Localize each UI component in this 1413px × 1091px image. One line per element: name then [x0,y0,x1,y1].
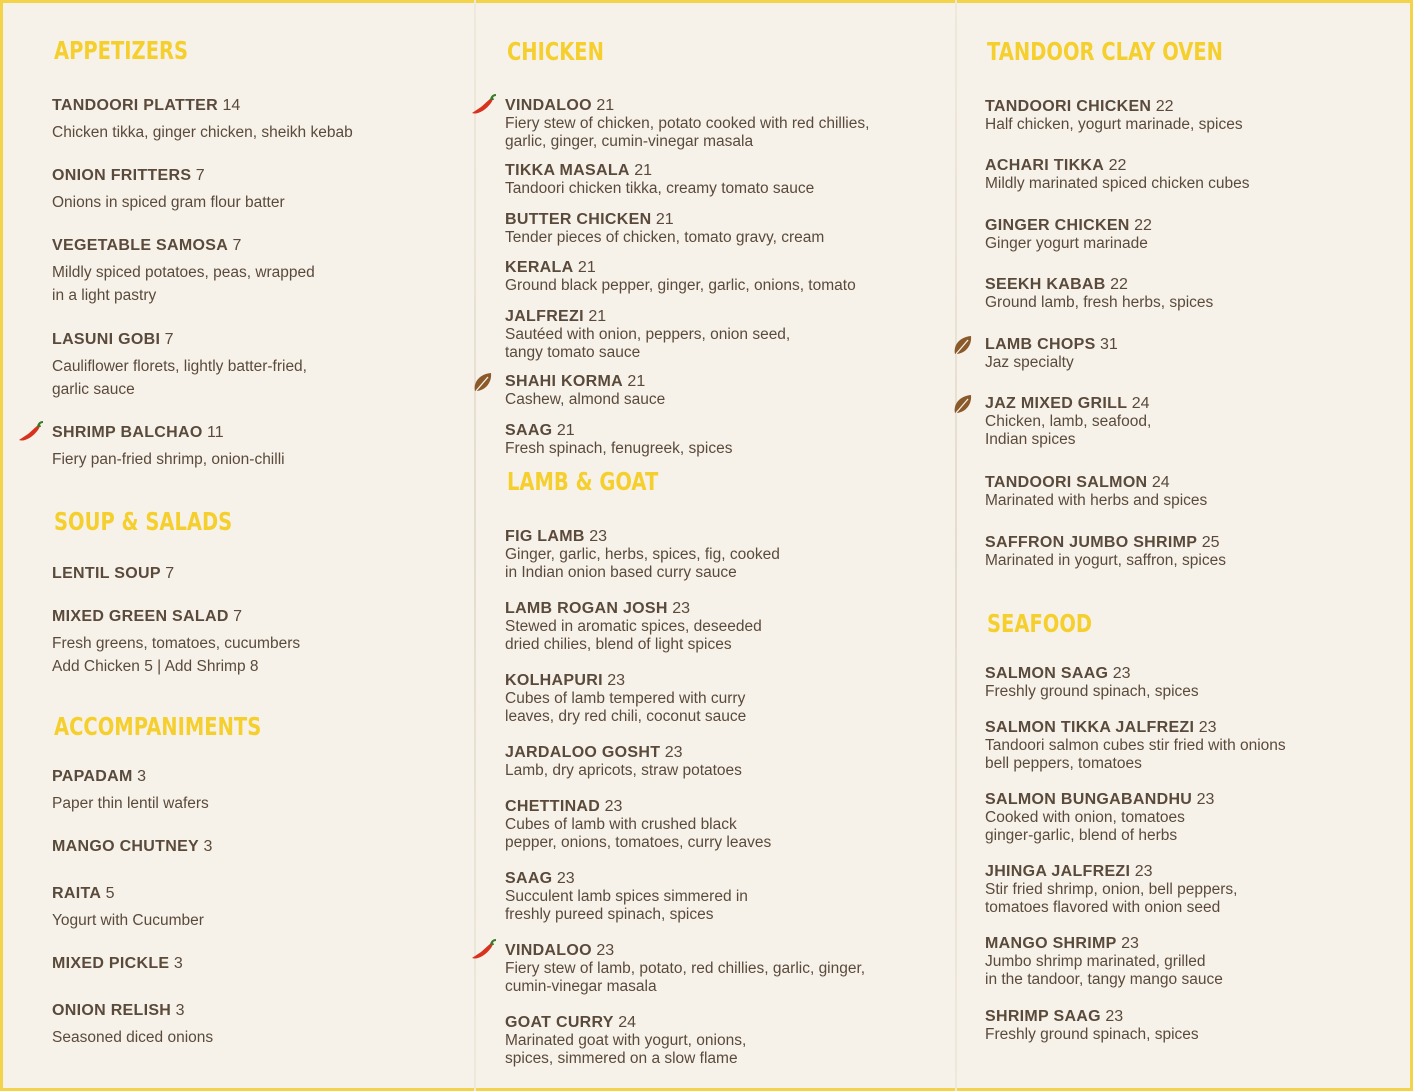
item-description: Mildly spiced potatoes, peas, wrapped [52,264,315,281]
item-description: Lamb, dry apricots, straw potatoes [505,762,742,779]
item-description: Half chicken, yogurt marinade, spices [985,116,1243,133]
item-price: 23 [1121,935,1139,952]
item-price: 22 [1110,276,1128,293]
section-heading: ACCOMPANIMENTS [54,712,262,741]
item-name: MIXED GREEN SALAD [52,608,229,625]
item-name: VEGETABLE SAMOSA [52,237,229,254]
item-name-line [985,719,1286,737]
menu-item [505,422,732,458]
item-description: cumin-vinegar masala [505,978,657,995]
item-price: 7 [232,237,242,254]
item-description: Stir fried shrimp, onion, bell peppers, [985,881,1238,898]
item-description: Tandoori salmon cubes stir fried with onions [985,737,1286,754]
item-price: 3 [175,1002,185,1019]
item-price: 23 [1196,791,1215,808]
item-name: SAAG [505,422,553,439]
menu-item [985,157,1249,193]
item-name: FIG LAMB [505,528,585,545]
item-description: Chicken, lamb, seafood, [985,413,1152,430]
item-name: LAMB ROGAN JOSH [505,600,668,617]
item-price: 23 [604,798,623,815]
item-name-line [52,424,285,442]
menu-item [505,942,865,996]
menu-item [985,474,1207,510]
section-heading: SOUP & SALADS [54,507,233,536]
section-heading: LAMB & GOAT [507,467,659,496]
menu-item [52,331,307,401]
item-name-line [985,336,1118,354]
item-price: 21 [655,211,674,228]
item-price: 14 [222,97,241,114]
menu-item [505,744,742,780]
item-description: Ground lamb, fresh herbs, spices [985,294,1214,311]
fold-line [955,0,957,1091]
menu-item [505,1014,746,1068]
menu-item [505,162,814,198]
item-description: Fresh spinach, fenugreek, spices [505,440,733,457]
item-description: Marinated goat with yogurt, onions, [505,1032,747,1049]
menu-item [505,308,790,362]
menu-item [52,768,209,815]
item-name-line [505,672,746,690]
item-name: PAPADAM [52,768,133,785]
item-price: 23 [596,942,615,959]
item-description: Paper thin lentil wafers [52,795,209,812]
item-name-line [505,942,865,960]
item-name: JAZ MIXED GRILL [985,395,1128,412]
item-price: 22 [1134,217,1152,234]
item-description: Tandoori chicken tikka, creamy tomato sauce [505,180,815,197]
item-description: tomatoes flavored with onion seed [985,899,1221,916]
item-name: VINDALOO [505,97,592,114]
leaf-icon [949,332,979,358]
item-name-line [985,534,1226,552]
item-name-line [985,395,1151,413]
menu-item [52,1002,213,1049]
item-price: 3 [173,955,183,972]
item-name: SAFFRON JUMBO SHRIMP [985,534,1198,551]
item-description: Ginger yogurt marinade [985,235,1148,252]
item-name-line [505,798,771,816]
item-description: bell peppers, tomatoes [985,755,1142,772]
item-price: 7 [164,331,174,348]
item-description: Stewed in aromatic spices, deseeded [505,618,762,635]
chili-pepper-icon [469,938,499,964]
item-description: Ginger, garlic, herbs, spices, fig, cooked [505,546,780,563]
item-name-line [52,565,174,583]
item-name: SHAHI KORMA [505,373,623,390]
item-price: 21 [588,308,607,325]
item-name-line [505,1014,746,1032]
item-name-line [505,308,790,326]
menu-item [505,373,665,409]
item-description: Cashew, almond sauce [505,391,666,408]
item-description: Marinated with herbs and spices [985,492,1208,509]
item-price: 23 [1105,1008,1124,1025]
item-price: 11 [207,424,224,441]
menu-item [52,565,174,583]
item-price: 23 [664,744,683,761]
item-name: ONION FRITTERS [52,167,192,184]
item-description: pepper, onions, tomatoes, curry leaves [505,834,772,851]
item-price: 3 [137,768,146,785]
item-description: Onions in spiced gram flour batter [52,194,285,211]
item-name: ONION RELISH [52,1002,172,1019]
item-description: spices, simmered on a slow flame [505,1050,738,1067]
item-name-line [52,1002,213,1020]
item-name: SHRIMP BALCHAO [52,424,203,441]
item-price: 21 [577,259,596,276]
item-name-line [52,955,183,973]
menu-item [52,97,353,144]
menu-item [505,211,824,247]
item-description: freshly pureed spinach, spices [505,906,714,923]
item-name: SALMON SAAG [985,665,1109,682]
item-name: KERALA [505,259,574,276]
item-price: 24 [1151,474,1170,491]
item-name: RAITA [52,885,102,902]
item-name-line [52,97,353,115]
item-price: 21 [634,162,653,179]
item-description: dried chilies, blend of light spices [505,636,732,653]
item-description: in a light pastry [52,287,157,304]
item-description: tangy tomato sauce [505,344,641,361]
item-name: JHINGA JALFREZI [985,863,1131,880]
item-price: 23 [1198,719,1217,736]
section-heading: SEAFOOD [987,609,1093,638]
item-name-line [52,768,209,786]
fold-line [474,0,476,1091]
item-name-line [985,863,1237,881]
item-price: 23 [672,600,690,617]
item-name: JALFREZI [505,308,584,325]
menu-item [985,534,1226,570]
section-heading: APPETIZERS [54,36,189,65]
item-description: in Indian onion based curry sauce [505,564,737,581]
item-name-line [52,885,204,903]
menu-item [505,97,869,151]
item-description: Freshly ground spinach, spices [985,1026,1199,1043]
item-name: LAMB CHOPS [985,336,1096,353]
menu-item [52,838,212,856]
item-description: Fiery stew of chicken, potato cooked with red chillies, [505,115,870,132]
chili-pepper-icon [16,420,46,446]
item-name: TANDOORI PLATTER [52,97,218,114]
menu-item [985,935,1223,989]
item-name: TANDOORI SALMON [985,474,1148,491]
item-name: MANGO CHUTNEY [52,838,200,855]
menu-item [985,791,1214,845]
item-name-line [985,276,1213,294]
item-price: 25 [1201,534,1220,551]
item-name: CHETTINAD [505,798,601,815]
item-name-line [505,162,814,180]
item-price: 23 [589,528,607,545]
item-name: LENTIL SOUP [52,565,161,582]
item-description: Fiery stew of lamb, potato, red chillies, garlic, ginger, [505,960,866,977]
item-description: Sautéed with onion, peppers, onion seed, [505,326,791,343]
item-name: SAAG [505,870,553,887]
item-name: ACHARI TIKKA [985,157,1105,174]
menu-item [505,672,746,726]
item-name-line [52,331,307,349]
menu-item [985,336,1118,372]
item-price: 31 [1100,336,1118,353]
menu-item [505,870,748,924]
item-price: 3 [203,838,213,855]
item-name: BUTTER CHICKEN [505,211,652,228]
item-description: Fiery pan-fried shrimp, onion-chilli [52,451,285,468]
item-name-line [52,608,300,626]
item-name-line [985,1008,1199,1026]
item-description: Freshly ground spinach, spices [985,683,1199,700]
item-description: leaves, dry red chili, coconut sauce [505,708,747,725]
item-description: garlic sauce [52,381,135,398]
item-name-line [985,665,1199,683]
item-name: SHRIMP SAAG [985,1008,1101,1025]
item-price: 23 [607,672,626,689]
item-description: in the tandoor, tangy mango sauce [985,971,1223,988]
item-name-line [985,98,1243,116]
item-description: Cooked with onion, tomatoes [985,809,1185,826]
item-name-line [505,373,665,391]
item-price: 23 [1112,665,1131,682]
item-name-line [985,791,1214,809]
item-name-line [505,744,742,762]
menu-item [52,237,315,307]
item-description: Jumbo shrimp marinated, grilled [985,953,1206,970]
item-description: Seasoned diced onions [52,1029,214,1046]
item-name-line [52,237,315,255]
item-name: GINGER CHICKEN [985,217,1130,234]
item-price: 5 [105,885,115,902]
item-name: TANDOORI CHICKEN [985,98,1152,115]
menu-item [985,1008,1199,1044]
menu-item [985,98,1243,134]
item-name: VINDALOO [505,942,592,959]
menu-item [985,719,1286,773]
item-name: LASUNI GOBI [52,331,161,348]
item-description: Cubes of lamb tempered with curry [505,690,746,707]
item-price: 23 [556,870,575,887]
item-price: 7 [195,167,205,184]
menu-item [52,955,183,973]
menu-item [52,167,285,214]
item-price: 7 [233,608,243,625]
item-name-line [985,157,1249,175]
item-name: SALMON BUNGABANDHU [985,791,1193,808]
item-description: Marinated in yogurt, saffron, spices [985,552,1226,569]
item-name-line [52,838,212,856]
item-price: 21 [556,422,575,439]
menu-item [505,600,762,654]
menu-item [985,665,1199,701]
item-name-line [505,259,856,277]
item-description: Cubes of lamb with crushed black [505,816,737,833]
item-name: MANGO SHRIMP [985,935,1117,952]
menu-item [52,885,204,932]
item-price: 23 [1134,863,1153,880]
item-description: Succulent lamb spices simmered in [505,888,748,905]
menu-item [985,395,1151,449]
item-name-line [505,97,869,115]
item-name-line [985,474,1207,492]
chili-pepper-icon [469,93,499,119]
menu-item [985,276,1213,312]
menu-item [505,259,856,295]
item-description: Fresh greens, tomatoes, cucumbers [52,635,301,652]
item-name: SEEKH KABAB [985,276,1106,293]
menu-item [505,528,780,582]
leaf-icon [949,391,979,417]
item-description: ginger-garlic, blend of herbs [985,827,1178,844]
item-name-line [505,528,780,546]
item-description: Chicken tikka, ginger chicken, sheikh kebab [52,124,353,141]
item-price: 24 [1131,395,1150,412]
section-heading: CHICKEN [507,37,604,66]
item-description: Indian spices [985,431,1076,448]
leaf-icon [469,369,499,395]
item-description: Add Chicken 5 | Add Shrimp 8 [52,658,259,675]
item-name-line [985,217,1152,235]
item-description: Yogurt with Cucumber [52,912,204,929]
menu-item [52,424,285,471]
item-name-line [505,211,824,229]
item-name-line [505,870,748,888]
item-name: SALMON TIKKA JALFREZI [985,719,1195,736]
item-price: 21 [627,373,646,390]
item-description: Ground black pepper, ginger, garlic, onions, tomato [505,277,856,294]
item-description: Mildly marinated spiced chicken cubes [985,175,1250,192]
menu-item [985,217,1152,253]
item-name: GOAT CURRY [505,1014,614,1031]
menu-item [52,608,300,678]
item-price: 21 [596,97,615,114]
section-heading: TANDOOR CLAY OVEN [987,37,1224,66]
item-name: MIXED PICKLE [52,955,170,972]
item-description: garlic, ginger, cumin-vinegar masala [505,133,754,150]
item-name-line [985,935,1223,953]
item-price: 24 [618,1014,637,1031]
item-name-line [505,422,732,440]
item-name-line [505,600,762,618]
item-price: 22 [1108,157,1127,174]
item-price: 7 [165,565,175,582]
item-price: 22 [1155,98,1174,115]
item-description: Cauliflower florets, lightly batter-fried, [52,358,307,375]
item-name: JARDALOO GOSHT [505,744,661,761]
item-name-line [52,167,285,185]
item-description: Tender pieces of chicken, tomato gravy, cream [505,229,825,246]
item-name: KOLHAPURI [505,672,603,689]
menu-item [505,798,771,852]
item-name: TIKKA MASALA [505,162,630,179]
item-description: Jaz specialty [985,354,1074,371]
menu-item [985,863,1237,917]
